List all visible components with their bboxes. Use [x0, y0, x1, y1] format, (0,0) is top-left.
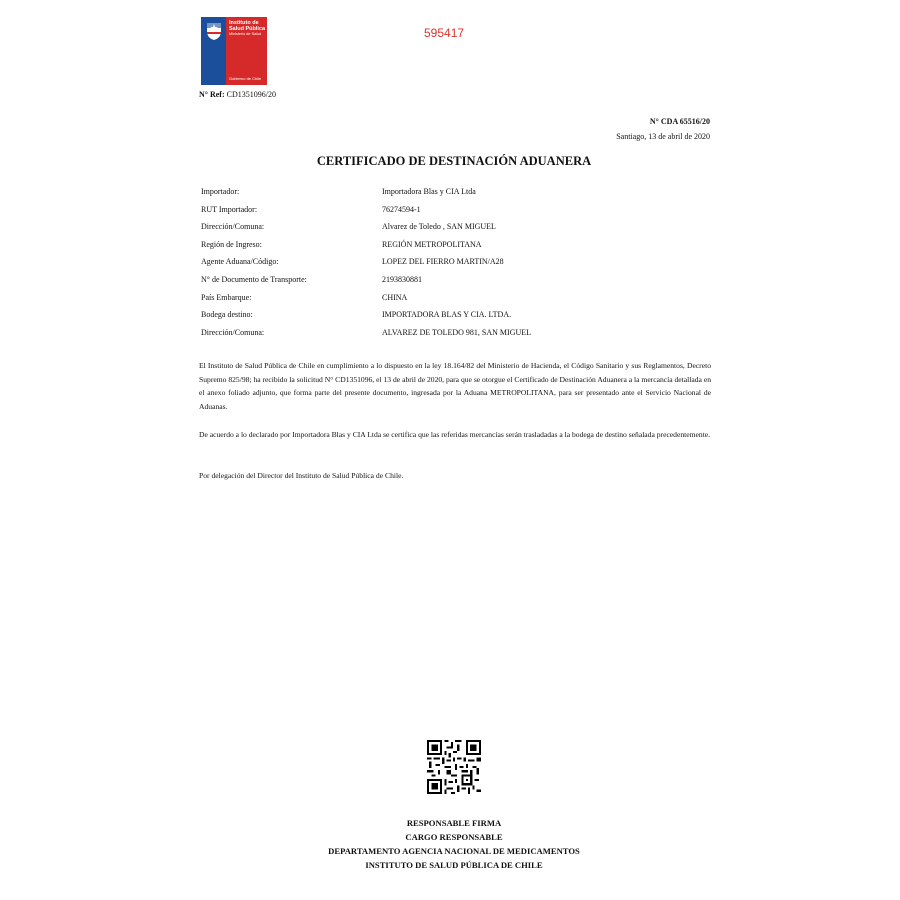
logo-text-line-1: Instituto de — [229, 20, 259, 26]
field-label: Dirección/Comuna: — [201, 327, 265, 337]
field-value: 2193830881 — [382, 274, 422, 284]
reference-line — [199, 90, 276, 99]
field-label: Bodega destino: — [201, 310, 253, 320]
place-date: Santiago, 13 de abril de 2020 — [616, 132, 710, 141]
field-value: LOPEZ DEL FIERRO MARTIN/A28 — [382, 257, 504, 267]
field-value: REGIÓN METROPOLITANA — [382, 239, 482, 249]
field-value: CHINA — [382, 292, 408, 302]
field-value: 76274594-1 — [382, 204, 421, 214]
delegation-paragraph: Por delegación del Director del Instituto de Salud Pública de Chile. — [199, 471, 404, 480]
signature-name: RESPONSABLE FIRMA — [406, 818, 502, 828]
document-title: CERTIFICADO DE DESTINACIÓN ADUANERA — [316, 154, 592, 168]
field-value: IMPORTADORA BLAS Y CIA. LTDA. — [382, 310, 512, 320]
field-label: N° de Documento de Transporte: — [201, 274, 307, 284]
certification-paragraph: El Instituto de Salud Pública de Chile en cumplimiento a lo dispuesto en la ley 18.164/82 del Ministerio de Hacienda, el Código Sanitario y sus Reglamentos, Decreto Supremo 825/98; ha recibido la solicitud N° CD1351096, el 13 de abril de 2020, para que se otorgue el Certificado de Destinación Aduanera a la mercancía detallada en el anexo foliado adjunto, que forma parte del presente documento, ingresada por la Aduana METROPOLITANA, para ser presentado ante el Servicio Nacional de Aduanas. — [199, 361, 711, 411]
signature-department: DEPARTAMENTO AGENCIA NACIONAL DE MEDICAMENTOS — [328, 846, 580, 856]
document-number: 595417 — [424, 26, 465, 40]
declaration-paragraph: De acuerdo a lo declarado por Importadora Blas y CIA Ltda se certifica que las referidas mercancías serán trasladadas a la bodega de destino señalada precedentemente. — [199, 430, 711, 439]
field-label: País Embarque: — [201, 292, 252, 302]
reference-value: CD1351096/20 — [226, 90, 276, 99]
qr-code-icon — [427, 740, 481, 794]
signature-institution: INSTITUTO DE SALUD PÚBLICA DE CHILE — [365, 860, 543, 870]
logo-text-line-2: Salud Pública — [229, 26, 266, 32]
reference-label: N° Ref: — [199, 90, 225, 99]
field-label: Agente Aduana/Código: — [201, 257, 279, 267]
cda-number: N° CDA 65516/20 — [649, 117, 710, 126]
coat-of-arms-icon — [205, 21, 223, 41]
field-label: RUT Importador: — [201, 204, 258, 214]
isp-logo — [201, 17, 267, 85]
logo-text-line-4: Gobierno de Chile — [229, 76, 262, 81]
field-value: ALVAREZ DE TOLEDO 981, SAN MIGUEL — [382, 327, 532, 337]
field-label: Dirección/Comuna: — [201, 222, 265, 232]
signature-position: CARGO RESPONSABLE — [405, 832, 503, 842]
field-label: Importador: — [201, 187, 240, 196]
field-value: Alvarez de Toledo , SAN MIGUEL — [382, 222, 496, 232]
logo-text-line-3: Ministerio de Salud — [229, 32, 262, 36]
field-label: Región de Ingreso: — [201, 239, 262, 249]
field-value: Importadora Blas y CIA Ltda — [382, 187, 476, 196]
